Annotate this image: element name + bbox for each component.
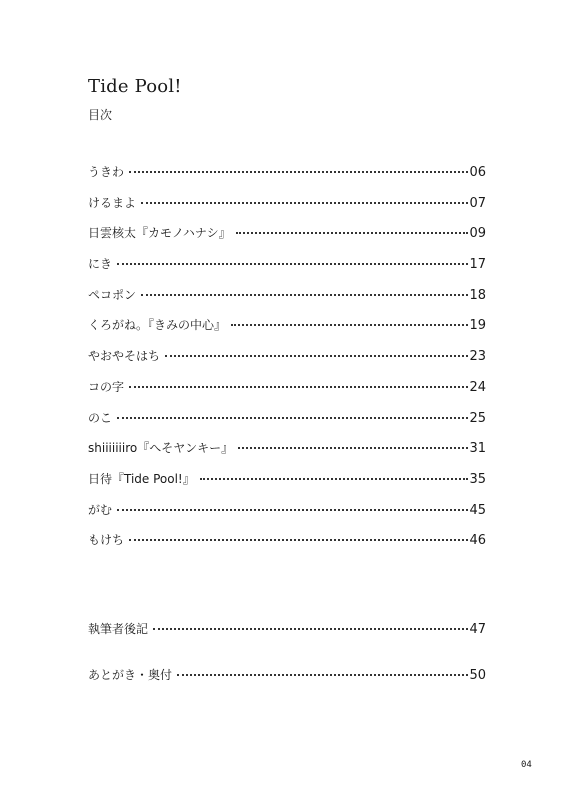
dot-leader <box>129 386 468 388</box>
toc-entry-name: にき <box>88 257 113 272</box>
toc-entry[interactable] <box>88 286 486 306</box>
toc-entry-name: のこ <box>88 410 113 425</box>
dot-leader <box>129 539 468 541</box>
toc-entry-page: 18 <box>469 287 486 303</box>
toc-entry-page: 24 <box>469 379 486 395</box>
dot-leader <box>141 294 468 296</box>
dot-leader <box>129 171 468 173</box>
toc-entry-name: やおやそはち <box>88 349 161 364</box>
toc-after-list <box>88 620 486 712</box>
dot-leader <box>177 674 468 676</box>
toc-entry-name: コの字 <box>88 379 125 394</box>
toc-entry[interactable] <box>88 194 486 214</box>
dot-leader <box>117 509 468 511</box>
toc-entry[interactable] <box>88 316 486 336</box>
toc-entry[interactable] <box>88 501 486 521</box>
toc-entry-name: 日待『Tide Pool!』 <box>88 471 195 486</box>
book-title: Tide Pool! <box>88 76 182 97</box>
toc-entry-name: けるまよ <box>88 195 137 210</box>
toc-entry[interactable] <box>88 439 486 459</box>
toc-entry-name: もけち <box>88 533 125 548</box>
toc-entry-name: shiiiiiiiro『へそヤンキー』 <box>88 441 234 456</box>
toc-entry[interactable] <box>88 255 486 275</box>
toc-entry[interactable] <box>88 666 486 686</box>
toc-entry[interactable] <box>88 163 486 183</box>
toc-entry-page: 19 <box>469 318 486 334</box>
dot-leader <box>236 232 469 234</box>
toc-entry[interactable] <box>88 409 486 429</box>
toc-main-list <box>88 163 486 562</box>
dot-leader <box>153 628 468 630</box>
toc-entry-page: 47 <box>469 622 486 637</box>
toc-entry-name: 執筆者後記 <box>88 622 149 636</box>
dot-leader <box>141 202 468 204</box>
toc-entry-page: 35 <box>469 471 486 487</box>
dot-leader <box>200 478 469 480</box>
toc-entry-page: 06 <box>469 165 486 180</box>
toc-entry-name: くろがね。『きみの中心』 <box>88 318 227 333</box>
toc-entry-page: 07 <box>469 195 486 211</box>
toc-entry-page: 23 <box>469 349 486 365</box>
toc-entry[interactable] <box>88 378 486 398</box>
toc-entry-page: 50 <box>469 668 486 683</box>
toc-entry-page: 09 <box>469 226 486 242</box>
toc-entry-name: ペコポン <box>88 287 137 302</box>
toc-entry-name: あとがき・奥付 <box>88 668 173 682</box>
toc-entry-page: 25 <box>469 410 486 426</box>
toc-entry-page: 46 <box>469 533 486 549</box>
dot-leader <box>117 417 468 419</box>
toc-entry-name: がむ <box>88 502 113 517</box>
page-number: 04 <box>521 760 532 770</box>
dot-leader <box>165 355 468 357</box>
toc-entry[interactable] <box>88 470 486 490</box>
toc-entry[interactable] <box>88 347 486 367</box>
toc-entry-page: 17 <box>469 257 486 273</box>
toc-entry-page: 45 <box>469 502 486 518</box>
dot-leader <box>117 263 468 265</box>
toc-heading: 目次 <box>88 108 113 122</box>
toc-entry[interactable] <box>88 224 486 244</box>
toc-entry-page: 31 <box>469 441 486 457</box>
toc-entry[interactable] <box>88 620 486 640</box>
dot-leader <box>231 324 468 326</box>
toc-entry[interactable] <box>88 531 486 551</box>
toc-entry-name: うきわ <box>88 165 125 179</box>
dot-leader <box>238 447 468 449</box>
toc-entry-name: 日雲核太『カモノハナシ』 <box>88 226 231 241</box>
